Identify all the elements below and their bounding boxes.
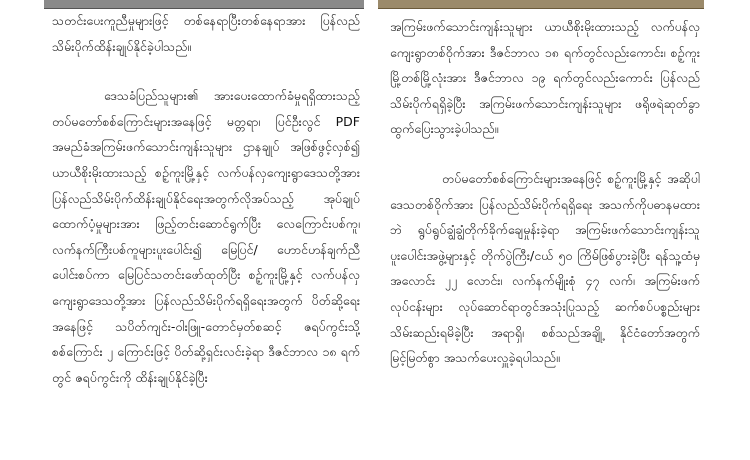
left-column	[52, 0, 360, 390]
paragraph-gap	[390, 142, 700, 166]
left-paragraph-2: ဒေသခံပြည်သူများ၏ အားပေးထောက်ခံမှုရရှိထားသည့် တပ်မတော်စစ်ကြောင်းများအနေဖြင့် မတ္တရာ၊ ပြင်ဦးလွင် PDF အမည်ခံအကြမ်းဖက်သောင်းကျန်းသူများ ဌာနချုပ် အဖြစ်ဖွင့်လှစ်၍ ယာယီစိုးမိုးထားသည့် စဥ့်ကူးမြို့နှင့် လက်ပန်လှကျေးရွာဒေသတို့အား ပြန်လည်သိမ်းပိုက်ထိန်းချုပ်နိုင်ရေးအတွက်လိုအပ်သည့် အုပ်ချုပ်ထောက်ပံ့မှုများအား ဖြည့်တင်းဆောင်ရွက်ပြီး လေကြောင်းပစ်ကူ၊ လက်နက်ကြီးပစ်ကူများပူးပေါင်း၍ မြေပြင်/ ဟောင်ဟန်ချက်ညီပေါင်းစပ်ကာ မြေပြင်သတင်းဖော်ထုတ်ပြီး စဥ့်ကူးမြို့နှင့် လက်ပန်လှကျေးရွာဒေသတို့အား ပြန်လည်သိမ်းပိုက်ရရှိရေးအတွက် ပိတ်ဆို့ရေးအနေဖြင့် သပိတ်ကျင်း-ဝါးဖြူ-တောင်မှတ်စဆင့် ဇရပ်ကွင်းသို့ စစ်ကြောင်း ၂ ကြောင်းဖြင့် ပိတ်ဆို့ရှင်းလင်းခဲ့ရာ ဒီဇင်ဘာလ ၁၈ ရက်တွင် ဇရပ်ကွင်းကို ထိန်းချုပ်နိုင်ခဲ့ပြီး	[52, 88, 360, 385]
paragraph-gap	[52, 59, 360, 83]
right-paragraph-2: တပ်မတော်စစ်ကြောင်းများအနေဖြင့် စဥ့်ကူးမြို့နှင့် အဆိုပါဒေသတစ်ဝိုက်အား ပြန်လည်သိမ်းပိုက်ရရှိရေး အသက်ကိုပဓာနမထားဘဲ ရွပ်ရွပ်ချွံချွံတိုက်ခိုက်ချေမှုန်းခဲ့ရာ အကြမ်းဖက်သောင်းကျန်းသူ ပူးပေါင်းအဖွဲ့များနှင့် တိုက်ပွဲကြီး/ငယ် ၅၀ ကြိမ်ဖြစ်ပွားခဲ့ပြီး ရန်သူ့ထံမှ အလောင်း ၂၂ လောင်း၊ လက်နက်မျိုးစုံ ၄၇ လက်၊ အကြမ်းဖက်လုပ်ငန်းများ လုပ်ဆောင်ရာတွင်အသုံးပြုသည့် ဆက်စပ်ပစ္စည်းများ သိမ်းဆည်းရမိခဲ့ပြီး အရာရှိ၊ စစ်သည်အချို့ နိုင်ငံတော်အတွက် မြင့်မြတ်စွာ အသက်ပေးလှူခဲ့ရပါသည်။	[390, 170, 700, 366]
right-column	[390, 0, 700, 371]
right-paragraph-1: အကြမ်းဖက်သောင်းကျန်းသူများ ယာယီစိုးမိုးထားသည့် လက်ပန်လှကျေးရွာတစ်ဝိုက်အား ဒီဇင်ဘာလ ၁၈ ရက်တွင်လည်းကောင်း၊ စဥ့်ကူးမြို့တစ်မြို့လုံးအား ဒီဇင်ဘာလ ၁၉ ရက်တွင်လည်းကောင်း ပြန်လည်သိမ်းပိုက်ရရှိခဲ့ပြီး အကြမ်းဖက်သောင်းကျန်းသူများ ဖရိုဖရဲဆုတ်ခွာထွက်ပြေးသွားခဲ့ပါသည်။	[390, 19, 700, 137]
left-paragraph-1: သတင်းပေးကူညီမှုများဖြင့် တစ်နေရာပြီးတစ်နေရာအား ပြန်လည်သိမ်းပိုက်ထိန်းချုပ်နိုင်ခဲ့ပါသည်။	[52, 13, 360, 54]
